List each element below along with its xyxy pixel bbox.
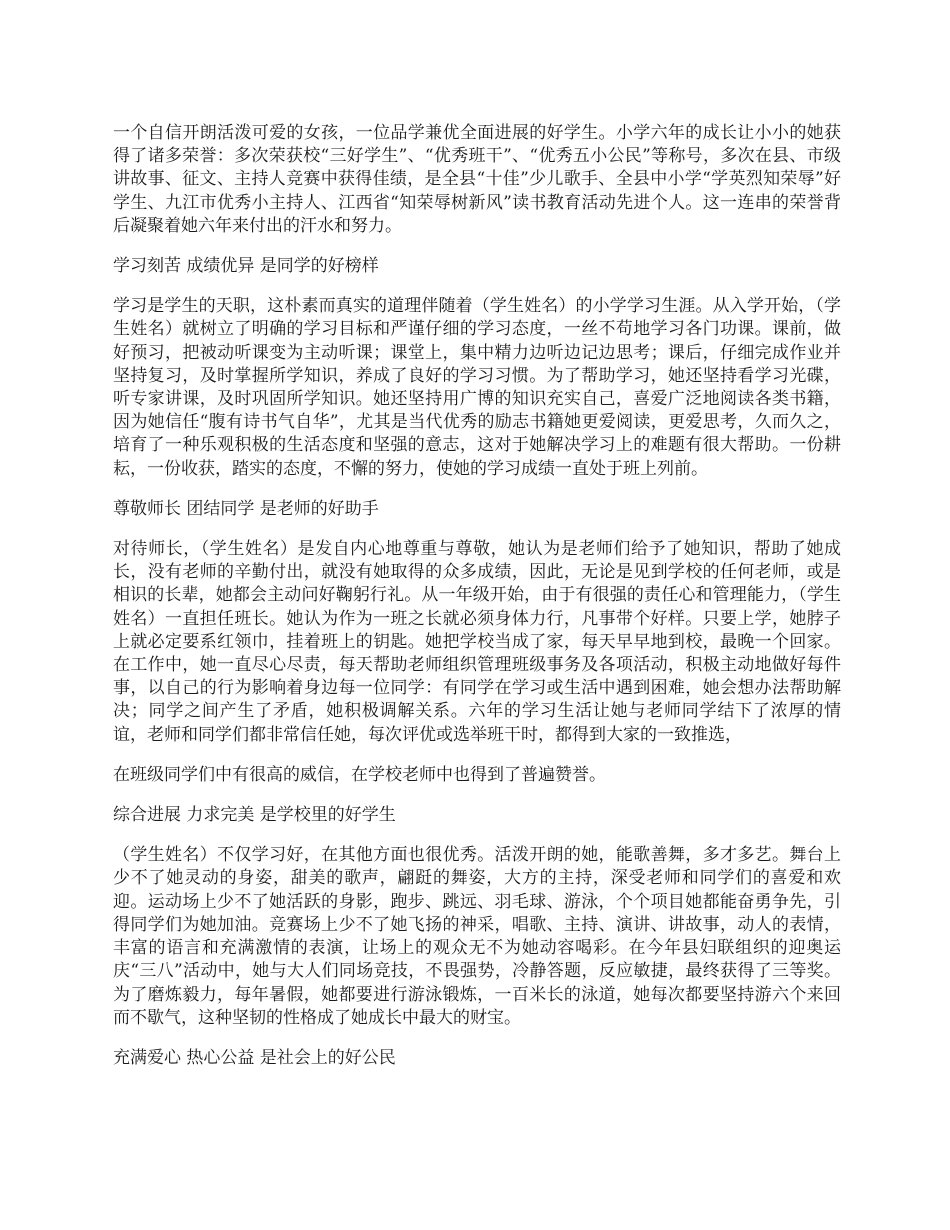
intro-paragraph: 一个自信开朗活泼可爱的女孩，一位品学兼优全面进展的好学生。小学六年的成长让小小的她获得了诸多荣誉：多次荣获校“三好学生”、“优秀班干”、“优秀五小公民”等称号，多次在县、市级讲故事、征文、主持人竞赛中获得佳绩，是全县“十佳”少儿歌手、全县中小学“学英烈知荣辱”好学生、九江市优秀小主持人、江西省“知荣辱树新风”读书教育活动先进个人。这一连串的荣誉背后凝聚着她六年来付出的汗水和努力。 xyxy=(113,123,841,236)
section-heading-respect: 尊敬师长 团结同学 是老师的好助手 xyxy=(113,498,379,519)
development-paragraph: （学生姓名）不仅学习好，在其他方面也很优秀。活泼开朗的她，能歌善舞，多才多艺。舞台上少不了她灵动的身姿，甜美的歌声，翩跹的舞姿，大方的主持，深受老师和同学们的喜爱和欢迎。运动场上少不了她活跃的身影，跑步、跳远、羽毛球、游泳，个个项目她都能奋勇争先，引得同学们为她加油。竞赛场上少不了她飞扬的神采，唱歌、主持、演讲、讲故事，动人的表情，丰富的语言和充满激情的表演，让场上的观众无不为她动容喝彩。在今年县妇联组织的迎奥运庆“三八”活动中，她与大人们同场竞技，不畏强势，冷静答题，反应敏捷，最终获得了三等奖。为了磨炼毅力，每年暑假，她都要进行游泳锻炼，一百米长的泳道，她每次都要坚持游六个来回而不歇气，这种坚韧的性格成了她成长中最大的财宝。 xyxy=(113,845,841,1028)
study-paragraph: 学习是学生的天职，这朴素而真实的道理伴随着（学生姓名）的小学学习生涯。从入学开始，（学生姓名）就树立了明确的学习目标和严谨仔细的学习态度，一丝不苟地学习各门功课。课前，做好预习，把被动听课变为主动听课；课堂上，集中精力边听边记边思考；课后，仔细完成作业并坚持复习，及时掌握所学知识，养成了良好的学习习惯。为了帮助学习，她还坚持看学习光碟，听专家讲课，及时巩固所学知识。她还坚持用广博的知识充实自己，喜爱广泛地阅读各类书籍，因为她信任“腹有诗书气自华”，尤其是当代优秀的励志书籍她更爱阅读，更爱思考，久而久之，培育了一种乐观积极的生活态度和坚强的意志，这对于她解决学习上的难题有很大帮助。一份耕耘，一份收获，踏实的态度，不懈的努力，使她的学习成绩一直处于班上列前。 xyxy=(113,296,841,479)
respect-paragraph-1: 对待师长，（学生姓名）是发自内心地尊重与尊敬，她认为是老师们给予了她知识，帮助了她成长，没有老师的辛勤付出，就没有她取得的众多成绩，因此，无论是见到学校的任何老师，或是相识的长辈，她都会主动问好鞠躬行礼。从一年级开始，由于有很强的责任心和管理能力，（学生姓名）一直担任班长。她认为作为一班之长就必须身体力行，凡事带个好样。只要上学，她脖子上就必定要系红领巾，挂着班上的钥匙。她把学校当成了家，每天早早地到校，最晚一个回家。在工作中，她一直尽心尽责，每天帮助老师组织管理班级事务及各项活动，积极主动地做好每件事，以自己的行为影响着身边每一位同学：有同学在学习或生活中遇到困难，她会想办法帮助解决；同学之间产生了矛盾，她积极调解关系。六年的学习生活让她与老师同学结下了浓厚的情谊，老师和同学们都非常信任她，每次评优或选举班干时，都得到大家的一致推选， xyxy=(113,539,841,745)
section-heading-study: 学习刻苦 成绩优异 是同学的好榜样 xyxy=(113,256,379,277)
section-heading-development: 综合进展 力求完美 是学校里的好学生 xyxy=(113,805,396,826)
document-page xyxy=(113,122,841,1087)
section-heading-charity: 充满爱心 热心公益 是社会上的好公民 xyxy=(113,1047,396,1068)
respect-paragraph-2: 在班级同学们中有很高的威信，在学校老师中也得到了普遍赞誉。 xyxy=(113,764,606,785)
